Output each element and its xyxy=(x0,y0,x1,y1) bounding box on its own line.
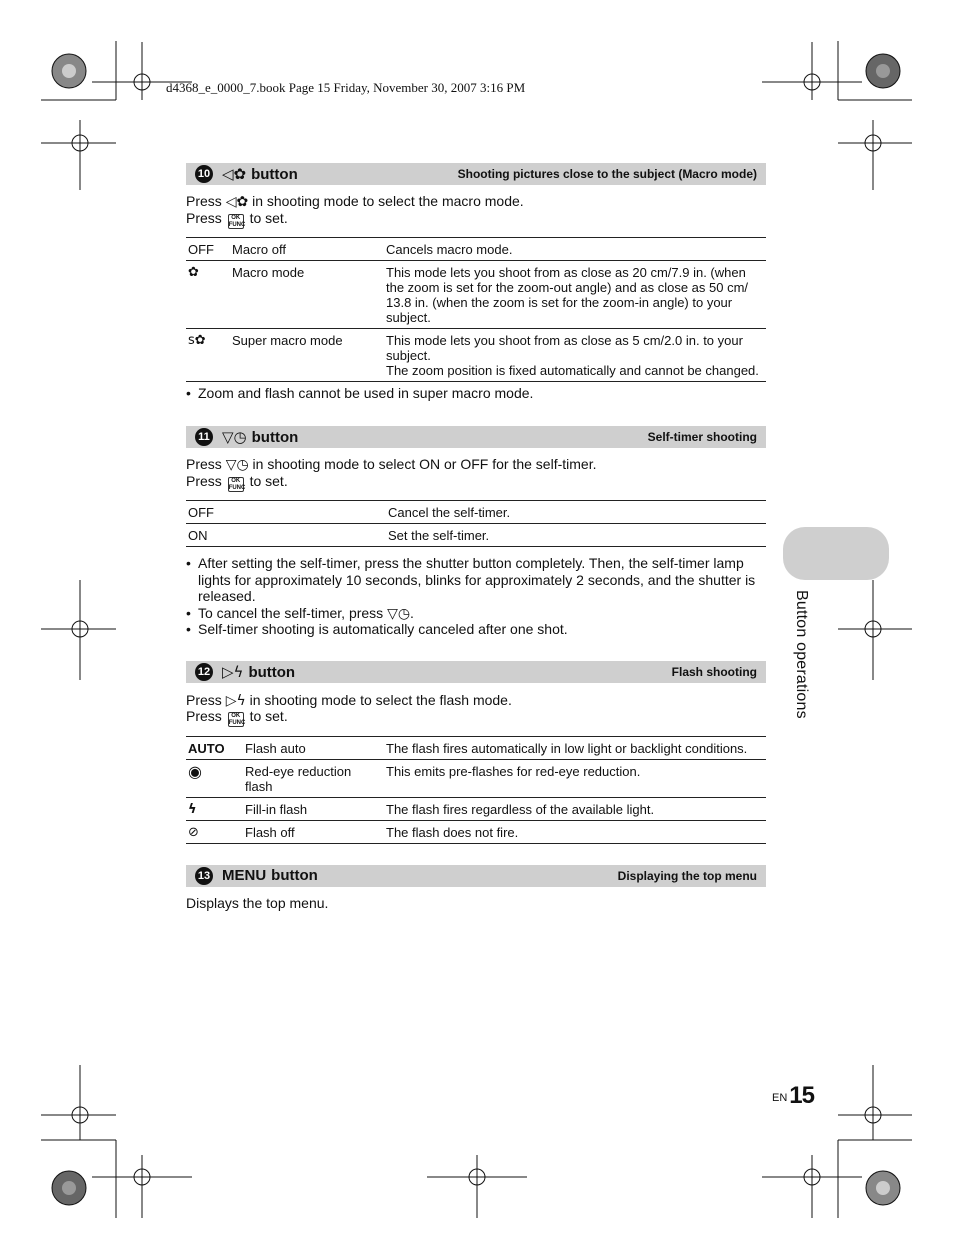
section-subtitle: Shooting pictures close to the subject (Macro mode) xyxy=(457,167,757,181)
chapter-label: Button operations xyxy=(793,590,810,719)
section-title: ▷ϟ button xyxy=(222,663,296,681)
ok-func-icon: OK FUNC xyxy=(228,478,246,491)
right-flash-icon: ▷ϟ xyxy=(225,693,246,709)
section-title: ◁✿ button xyxy=(222,165,298,183)
section-number: 10 xyxy=(195,165,213,183)
macro-mode-table xyxy=(186,237,766,382)
table-row: OFF Cancel the self-timer. xyxy=(186,501,766,524)
super-macro-icon: s✿ xyxy=(186,329,230,382)
fill-in-flash-icon: ϟ xyxy=(186,798,243,821)
table-row: ⊘ Flash off The flash does not fire. xyxy=(186,821,766,844)
flash-auto-icon: AUTO xyxy=(186,737,243,760)
section-subtitle: Self-timer shooting xyxy=(647,430,757,444)
left-macro-icon: ◁✿ xyxy=(225,194,249,210)
section-subtitle: Displaying the top menu xyxy=(617,869,757,883)
list-item: • To cancel the self-timer, press ▽◷. xyxy=(186,605,766,622)
list-item: • After setting the self-timer, press the shutter button completely. Then, the self-timer lamp lights for approximately 10 seconds, blinks for approximately 2 seconds, and the shutter is released. xyxy=(186,555,766,605)
macro-notes xyxy=(186,385,766,402)
ok-func-icon: OK FUNC xyxy=(228,713,246,726)
red-eye-icon: ◉ xyxy=(186,760,243,798)
instruction-line: Press ▽◷ in shooting mode to select ON or OFF for the self-timer. xyxy=(186,456,597,473)
self-timer-notes xyxy=(186,555,766,638)
list-item: • Zoom and flash cannot be used in super macro mode. xyxy=(186,385,766,402)
section-bar-macro xyxy=(186,163,766,185)
book-header-line: d4368_e_0000_7.book Page 15 Friday, November 30, 2007 3:16 PM xyxy=(166,80,526,95)
left-macro-icon: ◁✿ xyxy=(222,165,247,183)
self-timer-table xyxy=(186,500,766,547)
table-row: ON Set the self-timer. xyxy=(186,524,766,547)
section-bar-menu xyxy=(186,865,766,887)
down-self-timer-icon: ▽◷ xyxy=(222,428,247,446)
macro-icon: ✿ xyxy=(186,261,230,329)
instruction-line: Press OK FUNC to set. xyxy=(186,708,288,726)
section-bar-flash xyxy=(186,661,766,683)
starburst-bottom-left xyxy=(52,1171,86,1205)
menu-description: Displays the top menu. xyxy=(186,895,329,911)
table-row: ◉ Red-eye reduction flash This emits pre-flashes for red-eye reduction. xyxy=(186,760,766,798)
instruction-line: Press ▷ϟ in shooting mode to select the flash mode. xyxy=(186,692,512,709)
instruction-line: Press ◁✿ in shooting mode to select the macro mode. xyxy=(186,193,524,210)
instruction-line: Press OK FUNC to set. xyxy=(186,210,288,228)
starburst-bottom-right xyxy=(866,1171,900,1205)
section-title: ▽◷ button xyxy=(222,428,299,446)
section-title: MENU button xyxy=(222,867,318,884)
starburst-top-right xyxy=(866,54,900,88)
page-number: EN15 xyxy=(772,1082,814,1109)
section-bar-self-timer xyxy=(186,426,766,448)
list-item: • Self-timer shooting is automatically canceled after one shot. xyxy=(186,621,766,638)
crosshair-top-right xyxy=(762,42,862,100)
section-subtitle: Flash shooting xyxy=(671,665,757,679)
table-row: ✿ Macro mode This mode lets you shoot from as close as 20 cm/7.9 in. (when the zoom is set for the zoom-out angle) and as close as 50 cm/ 13.8 in. (when the zoom is set for the zoom-in angle) to your subject. xyxy=(186,261,766,329)
section-number: 12 xyxy=(195,663,213,681)
section-number: 11 xyxy=(195,428,213,446)
ok-func-icon: OK FUNC xyxy=(228,215,246,228)
instruction-line: Press OK FUNC to set. xyxy=(186,473,288,491)
starburst-top-left xyxy=(52,54,86,88)
flash-mode-table xyxy=(186,736,766,844)
section-number: 13 xyxy=(195,867,213,885)
right-flash-icon: ▷ϟ xyxy=(222,663,244,681)
table-row: OFF Macro off Cancels macro mode. xyxy=(186,238,766,261)
chapter-side-tab xyxy=(783,527,889,580)
flash-off-icon: ⊘ xyxy=(186,821,243,844)
table-row: s✿ Super macro mode This mode lets you shoot from as close as 5 cm/2.0 in. to your subject. The zoom position is fixed automatically and cannot be changed. xyxy=(186,329,766,382)
down-self-timer-icon: ▽◷ xyxy=(225,457,249,473)
table-row: AUTO Flash auto The flash fires automatically in low light or backlight conditions. xyxy=(186,737,766,760)
menu-label: MENU xyxy=(222,867,267,884)
table-row: ϟ Fill-in flash The flash fires regardless of the available light. xyxy=(186,798,766,821)
